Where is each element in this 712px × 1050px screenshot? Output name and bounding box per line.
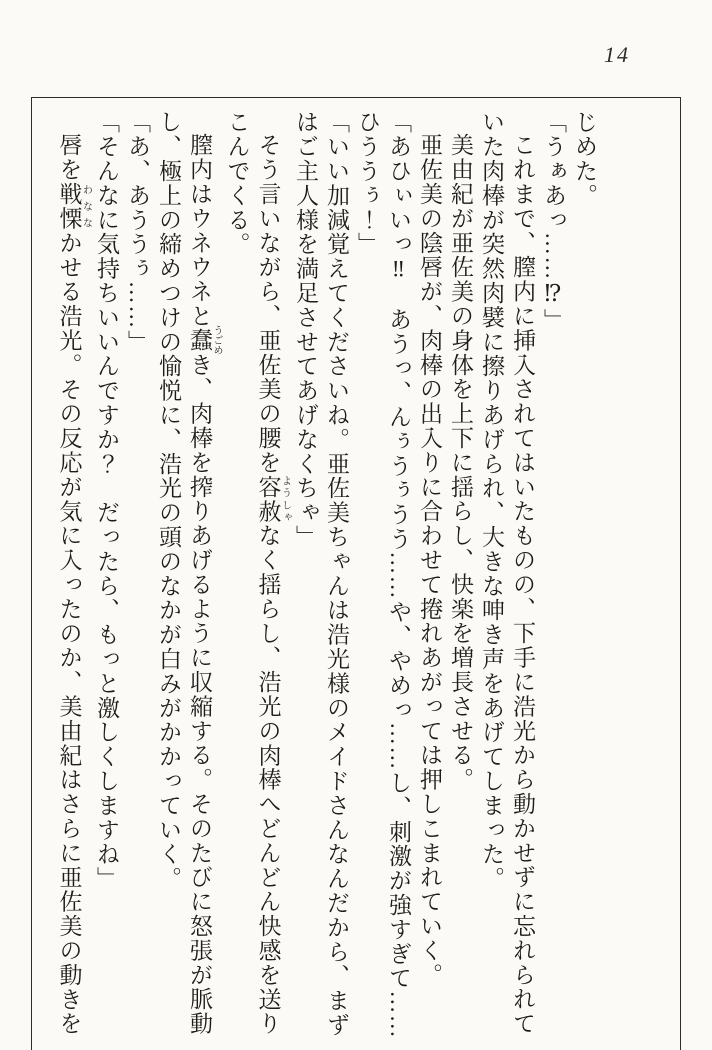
paragraph: 亜佐美の陰唇が、肉棒の出入りに合わせて捲れあがっては押しこまれていく。 bbox=[417, 133, 442, 987]
paragraph: 「あ、あううぅ……」 bbox=[125, 110, 150, 354]
paragraph: 「あひぃいっ‼ あうっ、んぅうぅうう……や、やめっ……し、刺激が強すぎて……ひううぅ！」 bbox=[355, 110, 411, 1040]
paragraph: 「うぁあっ……⁉」 bbox=[541, 110, 566, 333]
novel-text-block bbox=[54, 110, 601, 1040]
paragraph: 膣内はウネウネと蠢 うごめき、肉棒を搾りあげるように収縮する。そのたびに怒張が脈動し、極上の締めつけの愉悦に、浩光の頭のなかが白みがかかっていく。 bbox=[156, 110, 222, 1036]
ruby-annotated-word: 容赦 ようしゃ bbox=[255, 474, 291, 524]
paragraph: 美由紀が亜佐美の身体を上下に揺らし、快楽を増長させる。 bbox=[448, 133, 473, 792]
paragraph: じめた。 bbox=[572, 110, 597, 208]
paragraph: そう言いながら、亜佐美の腰を容赦 ようしゃなく揺らし、浩光の肉棒へどんどん快感を送りこんでくる。 bbox=[224, 110, 291, 1036]
page-number: 14 bbox=[604, 42, 630, 67]
paragraph: 「そんなに気持ちいいんですか？ だったら、もっと激しくしますね」 bbox=[94, 110, 119, 891]
ruby-annotated-word: 蠢 うごめ bbox=[187, 325, 222, 356]
paragraph: 「いい加減覚えてくださいね。亜佐美ちゃんは浩光様のメイドさんなんだから、まずはご主人様を満足させてあげなくちゃ」 bbox=[293, 110, 349, 1038]
ruby-annotated-word: 戦慄 わなな bbox=[56, 181, 92, 231]
paragraph: 唇を戦慄 わななかせる浩光。その反応が気に入ったのか、美由紀はさらに亜佐美の動きを bbox=[56, 133, 92, 1036]
paragraph: これまで、膣内に挿入されてはいたものの、下手に浩光から動かせずに忘れられていた肉棒が突然肉襞に擦りあげられ、大きな呻き声をあげてしまった。 bbox=[479, 110, 535, 1036]
